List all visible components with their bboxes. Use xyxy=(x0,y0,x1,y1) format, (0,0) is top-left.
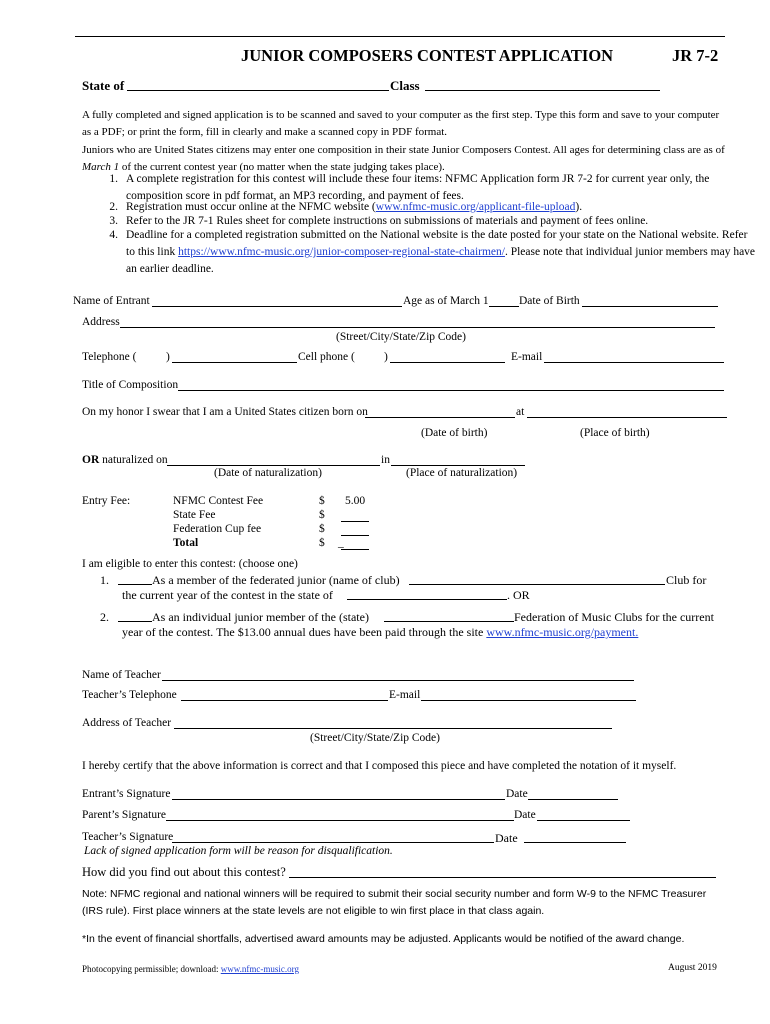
teacher-address-caption: (Street/City/State/Zip Code) xyxy=(310,732,440,744)
teacher-date-field[interactable] xyxy=(524,842,626,843)
naturalization-place-field[interactable] xyxy=(391,465,525,466)
composition-label: Title of Composition xyxy=(82,379,179,391)
telephone-field[interactable] xyxy=(172,362,297,363)
naturalized-label: naturalized on xyxy=(99,454,168,466)
footer-link[interactable]: www.nfmc-music.org xyxy=(220,964,299,974)
fee-dollar: $ xyxy=(319,495,325,507)
teacher-name-label: Name of Teacher xyxy=(82,669,161,681)
option-1-check-field[interactable] xyxy=(118,584,152,585)
age-field[interactable] xyxy=(489,306,519,307)
entrant-name-label: Name of Entrant xyxy=(73,295,150,307)
item-number: 1. xyxy=(109,173,118,185)
teacher-phone-label: Teacher’s Telephone xyxy=(82,689,177,701)
item-text: Refer to the JR 7-1 Rules sheet for complete instructions on submissions of materials and payment of fees online. xyxy=(126,215,649,227)
option-2-line2 xyxy=(122,625,638,640)
telephone-paren: ) xyxy=(166,351,170,363)
payment-link[interactable]: www.nfmc-music.org/payment. xyxy=(486,625,639,639)
club-name-field[interactable] xyxy=(409,584,665,585)
email-field[interactable] xyxy=(544,362,724,363)
footer-left xyxy=(82,964,299,974)
birth-date-caption: (Date of birth) xyxy=(421,427,488,439)
cell-field[interactable] xyxy=(390,362,505,363)
option-1-text: As a member of the federated junior (name of club) xyxy=(152,573,400,587)
teacher-phone-field[interactable] xyxy=(181,700,388,701)
item-text: A complete registration for this contest will include these four items: NFMC Application form JR 7-2 for current year only, the composition score in pdf format, an MP3 recording, and payment of fees. xyxy=(126,173,710,202)
parent-date-field[interactable] xyxy=(537,820,630,821)
telephone-label: Telephone ( xyxy=(82,351,137,363)
footer-date: August 2019 xyxy=(668,963,717,973)
top-divider xyxy=(75,36,725,37)
fee-amount-cup-field[interactable] xyxy=(341,535,369,536)
find-out-label: How did you find out about this contest? xyxy=(82,865,286,879)
class-field[interactable] xyxy=(425,90,660,91)
shortfall-note: *In the event of financial shortfalls, advertised award amounts may be adjusted. Applicants would be notified of the award change. xyxy=(82,933,685,945)
club-state-field[interactable] xyxy=(347,599,507,600)
composition-field[interactable] xyxy=(178,390,724,391)
fee-label-total: Total xyxy=(173,537,199,549)
option-2-check-field[interactable] xyxy=(118,621,152,622)
teacher-signature-field[interactable] xyxy=(172,842,494,843)
or-label: OR xyxy=(82,454,100,466)
note-paragraph: Note: NFMC regional and national winners will be required to submit their social security number and form W-9 to the NFMC Treasurer (IRS rule). First place winners at the state levels are not eligible to win first place in that class again. xyxy=(82,888,707,917)
fee-label-nfmc: NFMC Contest Fee xyxy=(173,495,264,507)
option-2-number: 2. xyxy=(100,610,109,624)
entrant-signature-field[interactable] xyxy=(172,799,505,800)
birth-place-field[interactable] xyxy=(527,417,727,418)
parent-signature-label: Parent’s Signature xyxy=(82,809,166,821)
teacher-email-label: E-mail xyxy=(389,689,421,701)
teacher-email-field[interactable] xyxy=(421,700,636,701)
intro-paragraph: A fully completed and signed application is to be scanned and saved to your computer as the first step. Type this form and save to your computer as a PDF; or print the form, fill in clearly and make a scanned copy in PDF format. xyxy=(82,109,720,138)
parent-date-label: Date xyxy=(514,809,536,821)
entrant-name-field[interactable] xyxy=(152,306,402,307)
birth-date-field[interactable] xyxy=(365,417,515,418)
item-text: Registration must occur online at the NFMC website ( xyxy=(126,201,376,213)
address-caption: (Street/City/State/Zip Code) xyxy=(336,331,466,343)
item-text-after: . Please note that individual junior members may have an earlier deadline. xyxy=(126,246,756,275)
option-2-federation: Federation of Music Clubs for the current xyxy=(514,610,714,624)
address-label: Address xyxy=(82,316,120,328)
page-title: JUNIOR COMPOSERS CONTEST APPLICATION xyxy=(241,46,614,65)
option-1-line2: the current year of the contest in the state of xyxy=(122,588,333,602)
teacher-address-field[interactable] xyxy=(174,728,612,729)
fee-label-cup: Federation Cup fee xyxy=(173,523,262,535)
fee-amount-total: _ xyxy=(338,537,344,549)
option-1-or: . OR xyxy=(507,588,530,602)
address-field[interactable] xyxy=(120,327,715,328)
upload-link[interactable]: www.nfmc-music.org/applicant-file-upload xyxy=(375,201,576,213)
class-label: Class xyxy=(390,78,420,93)
entry-fee-label: Entry Fee: xyxy=(82,495,131,507)
state-field[interactable] xyxy=(127,90,389,91)
item-text-after: ). xyxy=(575,201,583,213)
item-number: 4. xyxy=(109,229,118,241)
fee-dollar: $ xyxy=(319,523,325,535)
age-label: Age as of March 1 xyxy=(403,295,489,307)
naturalization-place-caption: (Place of naturalization) xyxy=(406,467,518,479)
find-out-field[interactable] xyxy=(289,877,716,878)
naturalized-line xyxy=(82,454,168,466)
item-number: 2. xyxy=(109,201,118,213)
teacher-name-field[interactable] xyxy=(162,680,634,681)
eligibility-lead: Juniors who are United States citizens may enter one composition in their state Junior Composers Contest. All ages for determining class are as of xyxy=(82,144,725,156)
fee-dollar: $ xyxy=(319,509,325,521)
eligible-heading: I am eligible to enter this contest: (choose one) xyxy=(82,558,298,570)
parent-signature-field[interactable] xyxy=(166,820,514,821)
chairmen-link[interactable]: https://www.nfmc-music.org/junior-composer-regional-state-chairmen/ xyxy=(178,246,505,258)
cell-label: Cell phone ( xyxy=(298,351,355,363)
eligibility-date: March 1 xyxy=(82,161,120,173)
individual-state-field[interactable] xyxy=(384,621,514,622)
teacher-signature-label: Teacher’s Signature xyxy=(82,831,174,843)
option-2-line2-text: year of the contest. The $13.00 annual dues have been paid through the site xyxy=(122,625,487,639)
dob-label: Date of Birth xyxy=(519,295,580,307)
entrant-date-field[interactable] xyxy=(528,799,618,800)
fee-amount-nfmc: 5.00 xyxy=(345,495,366,507)
certify-statement: I hereby certify that the above information is correct and that I composed this piece and have completed the notation of it myself. xyxy=(82,760,677,772)
naturalization-date-field[interactable] xyxy=(167,465,380,466)
entrant-date-label: Date xyxy=(506,788,528,800)
item-text: Deadline for a completed registration submitted on the National website is the date posted for your state on the National website. Refer to this link xyxy=(126,229,748,258)
fee-amount-state-field[interactable] xyxy=(341,521,369,522)
cell-paren: ) xyxy=(384,351,388,363)
form-code: JR 7-2 xyxy=(672,46,719,65)
disqualification-warning: Lack of signed application form will be reason for disqualification. xyxy=(84,845,393,857)
state-label: State of xyxy=(82,78,125,93)
footer-text: Photocopying permissible; download: xyxy=(82,964,221,974)
honor-label: On my honor I swear that I am a United States citizen born on xyxy=(82,406,368,418)
teacher-date-label: Date xyxy=(495,831,518,845)
item-number: 3. xyxy=(109,215,118,227)
fee-label-state: State Fee xyxy=(173,509,216,521)
birth-place-caption: (Place of birth) xyxy=(580,427,650,439)
requirement-item-4 xyxy=(96,227,756,278)
option-2-text: As an individual junior member of the (state) xyxy=(152,610,369,624)
fee-amount-total-field[interactable] xyxy=(341,549,369,550)
email-label: E-mail xyxy=(511,351,543,363)
at-label: at xyxy=(516,406,525,418)
fee-dollar: $ xyxy=(319,537,325,549)
eligibility-tail: of the current contest year (no matter when the state judging takes place). xyxy=(119,161,445,173)
dob-field[interactable] xyxy=(582,306,718,307)
option-1-number: 1. xyxy=(100,573,109,587)
option-1-club: Club for xyxy=(666,573,707,587)
teacher-address-label: Address of Teacher xyxy=(82,717,172,729)
naturalization-date-caption: (Date of naturalization) xyxy=(214,467,322,479)
entrant-signature-label: Entrant’s Signature xyxy=(82,788,171,800)
in-label: in xyxy=(381,454,390,466)
